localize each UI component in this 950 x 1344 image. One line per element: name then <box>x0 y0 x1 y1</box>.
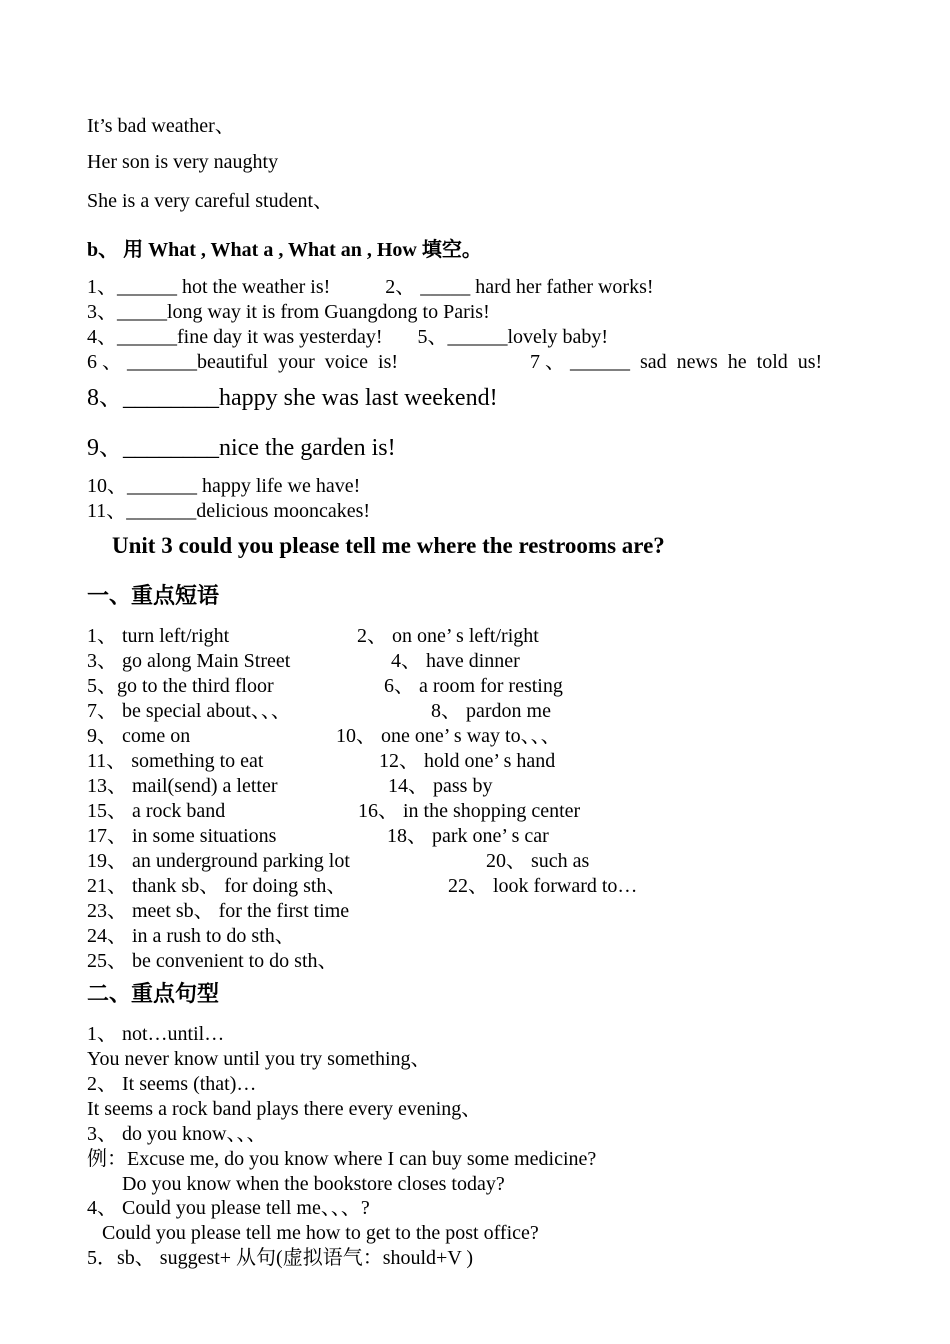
pattern-line: 1、 not…until… <box>87 1023 225 1045</box>
exercise-b-line-3: 3、_____long way it is from Guangdong to Paris! <box>87 301 490 323</box>
phrase-item: 6、 a room for resting <box>384 675 563 697</box>
exercise-b-line-10: 10、_______ happy life we have! <box>87 475 361 497</box>
pattern-line: 2、 It seems (that)… <box>87 1073 257 1095</box>
section1-heading: 一、重点短语 <box>87 584 220 609</box>
section2-heading: 二、重点句型 <box>87 982 220 1007</box>
phrase-item: 11、 something to eat <box>87 750 264 772</box>
pattern-line: 4、 Could you please tell me、、、? <box>87 1197 370 1219</box>
phrase-item: 3、 go along Main Street <box>87 650 291 672</box>
phrase-item: 9、 come on <box>87 725 191 747</box>
pattern-line: You never know until you try something、 <box>87 1048 431 1070</box>
phrase-item: 13、 mail(send) a letter <box>87 775 278 797</box>
phrase-item: 16、 in the shopping center <box>358 800 581 822</box>
exercise-b-line-11: 11、_______delicious mooncakes! <box>87 500 371 522</box>
pattern-line: It seems a rock band plays there every evening、 <box>87 1098 482 1120</box>
exercise-b-heading <box>87 238 482 262</box>
exercise-b-line-8: 8、________happy she was last weekend! <box>87 385 498 411</box>
phrase-item: 17、 in some situations <box>87 825 277 847</box>
phrase-item: 2、 on one’ s left/right <box>357 625 539 647</box>
phrase-item: 20、 such as <box>486 850 590 872</box>
pattern-line: 5．sb、 suggest+ 从句(虚拟语气：should+V ) <box>87 1247 474 1269</box>
phrase-item: 10、 one one’ s way to、、、 <box>336 725 561 747</box>
phrase-item: 1、 turn left/right <box>87 625 230 647</box>
exercise-b-line-9: 9、________nice the garden is! <box>87 435 396 461</box>
phrase-item: 7、 be special about、、、 <box>87 700 291 722</box>
phrase-item: 8、 pardon me <box>431 700 551 722</box>
pattern-line: Do you know when the bookstore closes today? <box>87 1173 505 1195</box>
exercise-b-line-1: 1、______ hot the weather is! 2、 _____ hard her father works! <box>87 276 654 298</box>
intro-sentence-3: She is a very careful student、 <box>87 190 334 212</box>
phrase-item: 4、 have dinner <box>391 650 520 672</box>
intro-sentence-1: It’s bad weather、 <box>87 115 235 137</box>
phrase-item: 23、 meet sb、 for the first time <box>87 900 350 922</box>
phrase-item: 19、 an underground parking lot <box>87 850 350 872</box>
phrase-item: 25、 be convenient to do sth、 <box>87 950 338 972</box>
exercise-b-line-4: 4、______fine day it was yesterday! 5、______lovely baby! <box>87 326 609 348</box>
phrase-item: 21、 thank sb、 for doing sth、 <box>87 875 347 897</box>
exercise-b-prefix: b、 <box>87 239 124 261</box>
pattern-line: 例：Excuse me, do you know where I can buy some medicine? <box>87 1148 597 1170</box>
exercise-b-line-7: 7 、 ______ sad news he told us! <box>530 351 823 373</box>
phrase-item: 14、 pass by <box>388 775 493 797</box>
exercise-b-line-6: 6 、 _______beautiful your voice is! <box>87 351 399 373</box>
pattern-line: Could you please tell me how to get to the post office? <box>87 1222 539 1244</box>
phrase-item: 12、 hold one’ s hand <box>379 750 556 772</box>
unit-title: Unit 3 could you please tell me where the restrooms are? <box>112 533 665 558</box>
pattern-line: 3、 do you know、、、 <box>87 1123 267 1145</box>
phrase-item: 5、go to the third floor <box>87 675 274 697</box>
phrase-item: 18、 park one’ s car <box>387 825 549 847</box>
phrase-item: 15、 a rock band <box>87 800 226 822</box>
phrase-item: 24、 in a rush to do sth、 <box>87 925 295 947</box>
intro-sentence-2: Her son is very naughty <box>87 151 279 173</box>
exercise-b-instruction: 用 What , What a , What an , How 填空。 <box>123 239 482 261</box>
phrase-item: 22、 look forward to… <box>448 875 638 897</box>
